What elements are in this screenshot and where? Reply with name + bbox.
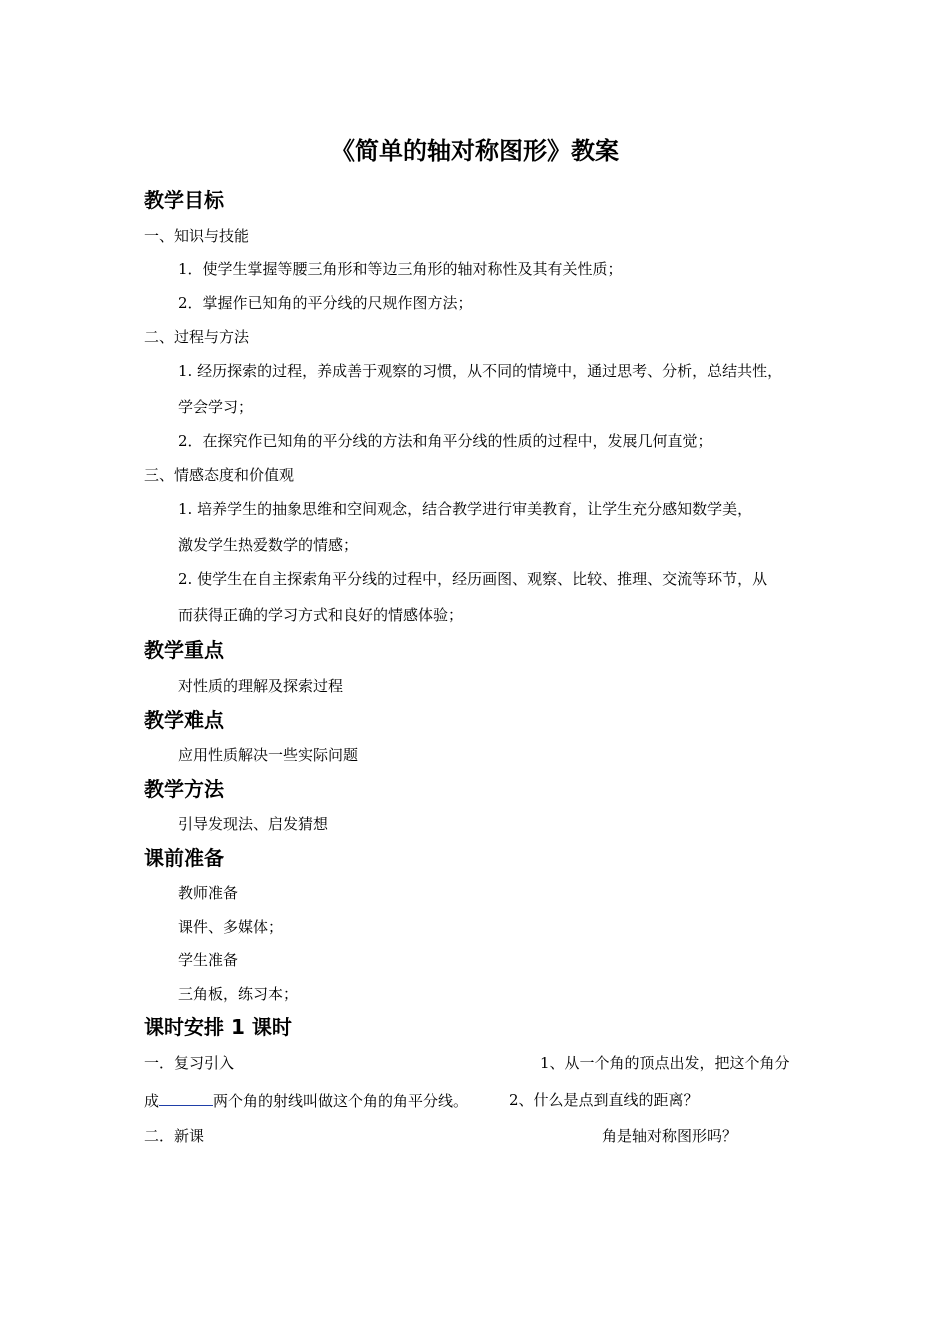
heading-key-points: 教学重点 [144, 638, 224, 662]
goal-item: 1. 经历探索的过程，养成善于观察的习惯，从不同的情境中，通过思考、分析，总结共性， [178, 362, 783, 380]
goal-item: 2．在探究作已知角的平分线的方法和角平分线的性质的过程中，发展几何直觉； [178, 432, 713, 450]
prep-line: 教师准备 [178, 884, 239, 902]
heading-teaching-goals: 教学目标 [144, 188, 224, 212]
difficulties-text: 应用性质解决一些实际问题 [178, 746, 359, 764]
prep-line: 课件、多媒体； [178, 918, 284, 936]
fill-in-blank [159, 1089, 213, 1106]
review-label: 一．复习引入 [144, 1054, 235, 1072]
teaching-method-text: 引导发现法、启发猜想 [178, 815, 329, 833]
goal-item-continued: 激发学生热爱数学的情感； [178, 536, 359, 554]
review-question-1: 1、从一个角的顶点出发，把这个角分 [540, 1054, 790, 1072]
heading-teaching-method: 教学方法 [144, 777, 224, 801]
goal-item: 1. 培养学生的抽象思维和空间观念，结合教学进行审美教育，让学生充分感知数学美， [178, 500, 753, 518]
heading-preparation: 课前准备 [144, 846, 224, 870]
question-text: 成 [144, 1092, 160, 1110]
review-question-2: 2、什么是点到直线的距离？ [509, 1091, 699, 1109]
new-lesson-label: 二．新课 [144, 1127, 205, 1145]
review-question-1-continued [144, 1089, 468, 1112]
goal-item-continued: 而获得正确的学习方式和良好的情感体验； [178, 606, 464, 624]
prep-line: 学生准备 [178, 951, 239, 969]
goal-item: 2. 使学生在自主探索角平分线的过程中，经历画图、观察、比较、推理、交流等环节，从 [178, 570, 768, 588]
document-title: 《简单的轴对称图形》教案 [331, 137, 619, 165]
section-attitudes-values: 三、情感态度和价值观 [144, 466, 295, 484]
goal-item: 1．使学生掌握等腰三角形和等边三角形的轴对称性及其有关性质； [178, 260, 623, 278]
goal-item-continued: 学会学习； [178, 398, 254, 416]
prep-line: 三角板，练习本； [178, 985, 299, 1003]
new-lesson-question: 角是轴对称图形吗？ [602, 1127, 738, 1145]
section-knowledge-skills: 一、知识与技能 [144, 227, 250, 245]
heading-schedule: 课时安排 1 课时 [144, 1015, 292, 1039]
key-points-text: 对性质的理解及探索过程 [178, 677, 344, 695]
heading-difficulties: 教学难点 [144, 708, 224, 732]
section-process-methods: 二、过程与方法 [144, 328, 250, 346]
goal-item: 2．掌握作已知角的平分线的尺规作图方法； [178, 294, 473, 312]
question-text: 两个角的射线叫做这个角的角平分线。 [213, 1092, 469, 1110]
